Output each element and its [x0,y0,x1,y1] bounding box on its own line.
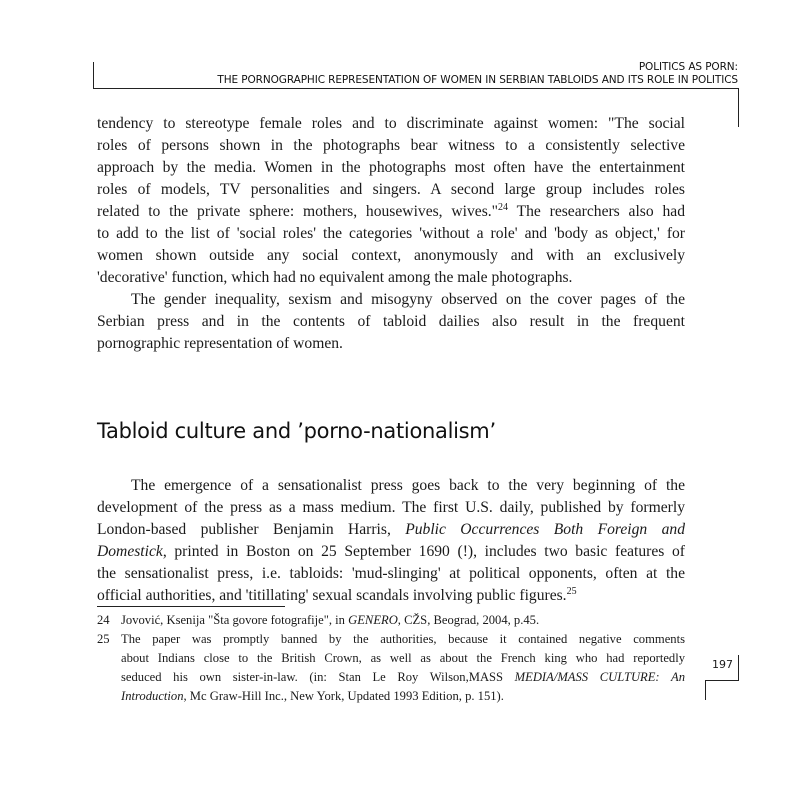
text-run: , CŽS, Beograd, 2004, p.45. [397,613,540,627]
text-run: The paper was promptly banned by the authorities, because it contained negative comments [121,632,685,646]
footnote-number: 25 [97,632,110,646]
text-line [97,563,685,585]
footnote-text [121,611,685,630]
text-run: The emergence of a sensationalist press goes back to the very beginning of the [131,477,685,494]
footnote-line [121,668,685,687]
text-run: tendency to stereotype female roles and to discriminate against women: "The social [97,115,685,132]
page-box-left [705,680,706,700]
footnote-rule [97,606,285,607]
footnote-number: 24 [97,613,110,627]
footnote [97,630,685,706]
text-run: the sensationalist press, i.e. tabloids: 'mud-slinging' at political opponents, often at the [97,565,685,582]
body-text-bottom [97,475,685,607]
text-line [97,475,685,497]
italic-text: Introduction [121,689,184,703]
header-rule-left [93,62,94,89]
text-line [97,157,685,179]
footnote-text [121,630,685,706]
text-run: development of the press as a mass medium. The first U.S. daily, published by formerly [97,499,685,516]
footnote-line [121,630,685,649]
text-run: about Indians close to the British Crown, as well as about the French king who had reportedly [121,651,685,665]
text-line [97,179,685,201]
text-line [97,519,685,541]
text-run: roles of persons shown in the photographs bear witness to a consistently selective [97,137,685,154]
text-line [97,201,685,223]
section-heading: Tabloid culture and ’porno-nationalism’ [97,419,496,443]
footnote [97,611,685,630]
running-header-title: POLITICS AS PORN: [638,61,738,73]
italic-text: MEDIA/MASS CULTURE: An [514,670,685,684]
text-line [97,289,685,311]
italic-text: Domestick [97,543,163,560]
text-line [97,135,685,157]
running-header-subtitle: THE PORNOGRAPHIC REPRESENTATION OF WOMEN IN SERBIAN TABLOIDS AND ITS ROLE IN POLITICS [217,74,738,86]
text-run: pornographic representation of women. [97,335,343,352]
text-run: Serbian press and in the contents of tabloid dailies also result in the frequent [97,313,685,330]
text-run: London-based publisher Benjamin Harris, [97,521,406,538]
italic-text: Public Occurrences Both Foreign and [405,521,685,538]
text-run: official authorities, and 'titillating' sexual scandals involving public figures. [97,587,567,604]
body-text-top [97,113,685,355]
footnote-reference: 25 [566,586,577,597]
text-run: , Mc Graw-Hill Inc., New York, Updated 1993 Edition, p. 151). [183,689,504,703]
text-run: to add to the list of 'social roles' the categories 'without a role' and 'body as object,' for [97,225,685,242]
page-number: 197 [712,658,733,671]
text-line [97,223,685,245]
footnote-line [121,649,685,668]
header-rule [93,88,739,89]
text-run: , printed in Boston on 25 September 1690 (!), includes two basic features of [162,543,685,560]
footnote-reference: 24 [498,202,509,213]
text-line [97,245,685,267]
italic-text: GENERO [348,613,398,627]
page-box-bottom [705,680,739,681]
footnote-line [121,611,685,630]
text-line [97,311,685,333]
text-line [97,267,685,289]
page-box-right [738,655,739,681]
text-run: The gender inequality, sexism and misogyny observed on the cover pages of the [131,291,685,308]
text-run: 'decorative' function, which had no equivalent among the male photographs. [97,269,573,286]
header-rule-right [738,88,739,127]
text-run: related to the private sphere: mothers, housewives, wives." [97,203,499,220]
text-run: approach by the media. Women in the photographs most often have the entertainment [97,159,685,176]
text-line [97,541,685,563]
text-run: roles of models, TV personalities and singers. A second large group includes roles [97,181,685,198]
text-line [97,497,685,519]
text-run: seduced his own sister-in-law. (in: Stan Le Roy Wilson,MASS [121,670,515,684]
footnotes [97,611,685,706]
text-run: women shown outside any social context, anonymously and with an exclusively [97,247,685,264]
text-line [97,333,685,355]
footnote-line [121,687,685,706]
text-line [97,585,685,607]
text-run: The researchers also had [508,203,685,220]
text-run: Jovović, Ksenija "Šta govore fotografije", in [121,613,349,627]
text-line [97,113,685,135]
